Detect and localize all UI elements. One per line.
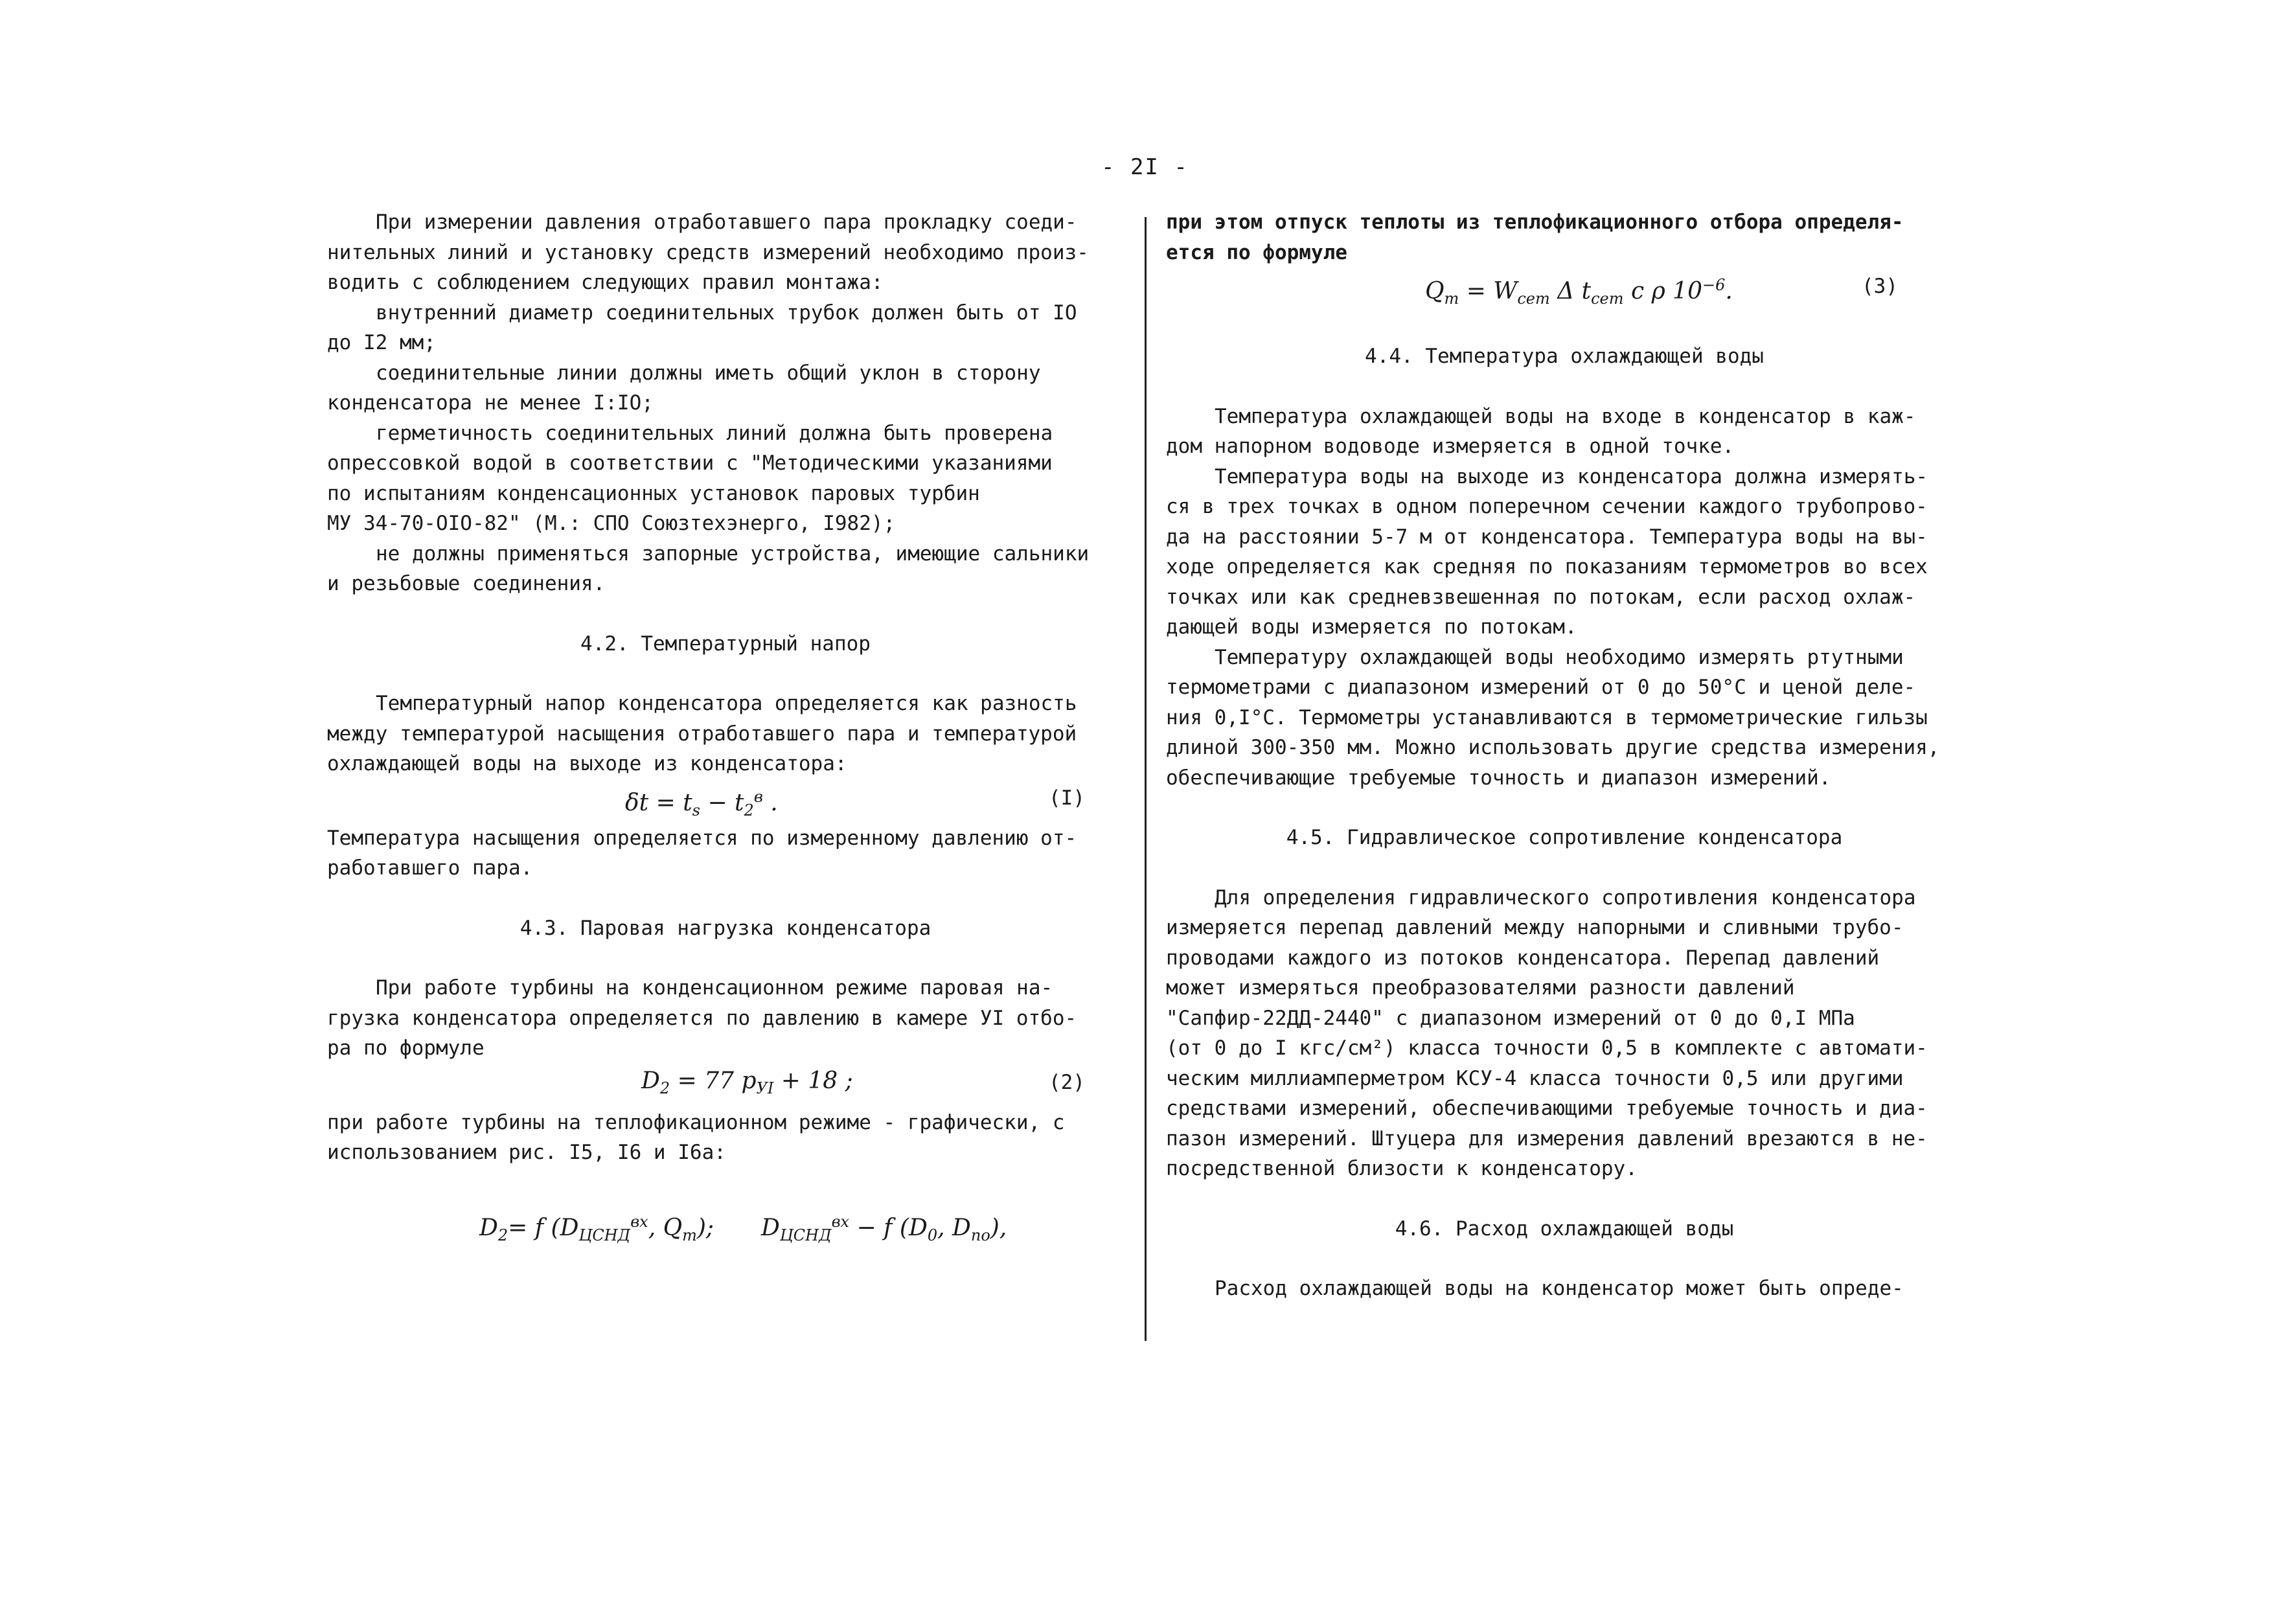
text-line: проводами каждого из потоков конденсатора. Перепад давлений	[1166, 946, 1880, 970]
text-line: посредственной близости к конденсатору.	[1166, 1157, 1638, 1180]
text-line: дом напорном водоводе измеряется в одной точке.	[1166, 435, 1735, 458]
paragraph-thermometers	[1166, 643, 1963, 794]
text-line: измеряется перепад давлений между напорными и сливными трубо-	[1166, 916, 1904, 939]
text-line: ния 0,I°С. Термометры устанавливаются в термометрические гильзы	[1166, 705, 1928, 729]
formula-number: (2)	[1049, 1070, 1085, 1094]
text-line: до I2 мм;	[327, 331, 436, 354]
text-line: соединительные линии должны иметь общий уклон в сторону	[376, 361, 1041, 385]
text-line: опрессовкой водой в соответствии с "Методическими указаниями	[327, 452, 1053, 475]
section-heading-4-2: 4.2. Температурный напор	[580, 632, 871, 656]
section-heading-4-6: 4.6. Расход охлаждающей воды	[1395, 1217, 1734, 1241]
formula-3-heat: $Q_т = W_{сет}$ Δ $t_{сет}$ c ρ $10^{-6}$. (3)	[1166, 270, 1963, 308]
text-line: Температуру охлаждающей воды необходимо измерять ртутными	[1215, 645, 1904, 669]
formula-3: $D_2= f$ ($D_{ЦСНД}^{вх}$, $Q_т$); $D_{ЦСНД}^{вх} - f$ ($D_0$, $D_{по}$),	[479, 1212, 1007, 1244]
paragraph-saturation	[327, 823, 1124, 884]
text-line: Температура насыщения определяется по измеренному давлению от-	[327, 826, 1077, 850]
text-line: При работе турбины на конденсационном режиме паровая на-	[376, 976, 1053, 1000]
paragraph-temperature-head	[327, 689, 1124, 779]
text-line: (от 0 до I кгс/см²) класса точности 0,5 в комплекте с автомати-	[1166, 1036, 1928, 1060]
text-line: ся в трех точках в одном поперечном сечении каждого трубопрово-	[1166, 495, 1928, 518]
text-line: средствами измерений, обеспечивающими требуемые точность и диа-	[1166, 1097, 1928, 1120]
column-divider	[1145, 217, 1147, 1341]
text-line: Расход охлаждающей воды на конденсатор может быть опреде-	[1215, 1277, 1904, 1300]
text-line: конденсатора не менее I:IO;	[327, 391, 654, 415]
text-line: обеспечивающие требуемые точность и диапазон измерений.	[1166, 766, 1831, 790]
section-heading-4-3: 4.3. Паровая нагрузка конденсатора	[520, 916, 931, 940]
text-line: ходе определяется как средняя по показаниям термометров во всех	[1166, 555, 1928, 578]
left-column	[327, 207, 1124, 1257]
text-line: использованием рис. I5, I6 и I6а:	[327, 1141, 726, 1164]
paragraph-heat-output	[1166, 207, 1963, 268]
right-column	[1166, 207, 1963, 1304]
formula-number: (3)	[1862, 275, 1898, 298]
text-line: термометрами с диапазоном измерений от 0 до 50°С и ценой деле-	[1166, 676, 1916, 699]
text-line: может измеряться преобразователями разности давлений	[1166, 976, 1795, 1000]
text-line: нительных линий и установку средств измерений необходимо произ-	[327, 240, 1089, 264]
text-line: ческим миллиамперметром КСУ-4 класса точности 0,5 или другими	[1166, 1066, 1904, 1090]
text-line: МУ 34-70-OIO-82" (М.: СПО Союзтехэнерго, I982);	[327, 512, 896, 535]
formula-1: $\delta t = t_s - t_2^в$ . (I)	[327, 782, 1124, 819]
text-line: ется по формуле	[1166, 240, 1347, 264]
formula-2: $D_2 = 77$ $p_{УI} + 18$ ; (2)	[641, 1067, 1085, 1097]
text-line: и резьбовые соединения.	[327, 572, 606, 595]
text-line: при этом отпуск теплоты из теплофикационного отбора определя-	[1166, 211, 1904, 234]
paragraph-tube-diameter	[327, 298, 1124, 358]
paragraph-mounting-rules	[327, 207, 1124, 298]
text-line: грузка конденсатора определяется по давлению в камере УI отбо-	[327, 1006, 1077, 1030]
text-line: внутренний диаметр соединительных трубок должен быть от IO	[376, 301, 1077, 325]
text-line: не должны применяться запорные устройства, имеющие сальники	[376, 542, 1090, 566]
paragraph-inlet-temp	[1166, 402, 1963, 462]
paragraph-heating-mode	[327, 1108, 1124, 1168]
text-line: герметичность соединительных линий должна быть проверена	[376, 421, 1053, 445]
text-line: длиной 300-350 мм. Можно использовать другие средства измерения,	[1166, 736, 1940, 759]
text-line: по испытаниям конденсационных установок паровых турбин	[327, 481, 980, 505]
paragraph-line-slope	[327, 358, 1124, 418]
paragraph-flow-rate	[1166, 1274, 1963, 1304]
text-line: При измерении давления отработавшего пара прокладку соеди-	[376, 211, 1077, 234]
text-line: да на расстоянии 5-7 м от конденсатора. Температура воды на вы-	[1166, 525, 1928, 549]
text-line: охлаждающей воды на выходе из конденсатора:	[327, 752, 847, 775]
section-heading-4-5: 4.5. Гидравлическое сопротивление конденсатора	[1286, 826, 1843, 849]
paragraph-hydraulic-resistance	[1166, 883, 1963, 1184]
paragraph-steam-load	[327, 973, 1124, 1064]
page-number: - 2I -	[1101, 154, 1189, 180]
formula-number: (I)	[1049, 786, 1085, 810]
text-line: пазон измерений. Штуцера для измерения давлений врезаются в не-	[1166, 1127, 1928, 1150]
text-line: Для определения гидравлического сопротивления конденсатора	[1215, 886, 1916, 909]
text-line: водить с соблюдением следующих правил монтажа:	[327, 271, 884, 294]
text-line: ра по формуле	[327, 1036, 485, 1060]
text-line: дающей воды измеряется по потокам.	[1166, 615, 1577, 639]
text-line: точках или как средневзвешенная по потокам, если расход охлаж-	[1166, 585, 1916, 609]
text-line: Температура охлаждающей воды на входе в конденсатор в каж-	[1215, 404, 1916, 428]
text-line: работавшего пара.	[327, 856, 533, 880]
text-line: при работе турбины на теплофикационном режиме - графически, с	[327, 1110, 1065, 1134]
paragraph-tightness	[327, 418, 1124, 539]
paragraph-outlet-temp	[1166, 462, 1963, 643]
text-line: "Сапфир-22ДД-2440" с диапазоном измерений от 0 до 0,I МПа	[1166, 1006, 1855, 1030]
text-line: Температура воды на выходе из конденсатора должна измерять-	[1215, 464, 1928, 488]
text-line: между температурой насыщения отработавшего пара и температурой	[327, 722, 1077, 746]
paragraph-shutoff-devices	[327, 539, 1124, 599]
section-heading-4-4: 4.4. Температура охлаждающей воды	[1365, 345, 1764, 368]
text-line: Температурный напор конденсатора определяется как разность	[376, 692, 1077, 715]
